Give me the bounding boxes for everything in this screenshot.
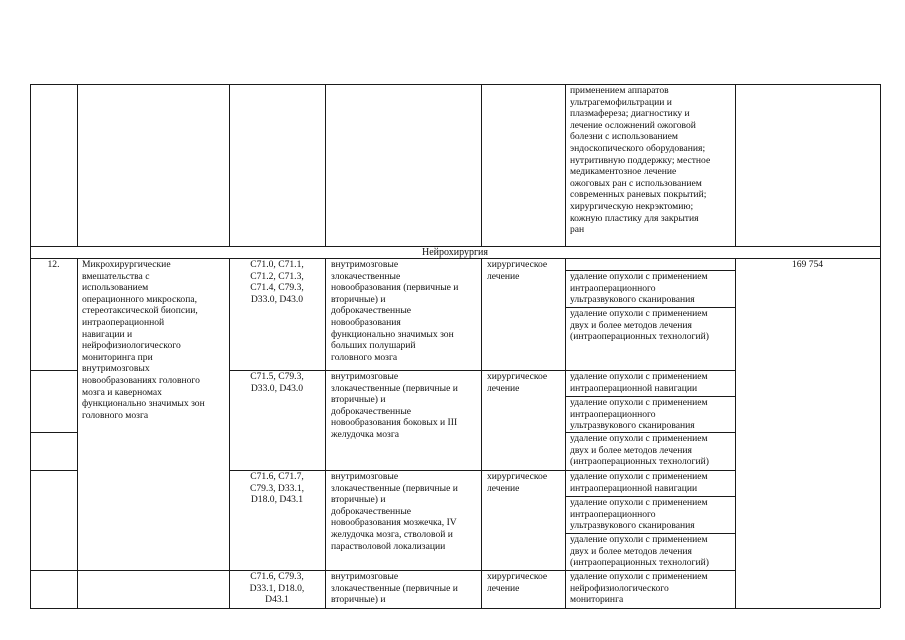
column-border (229, 84, 230, 246)
treatment-type-line: лечение (487, 582, 520, 594)
method-continuation-line: хирургическую некрэктомию; (570, 201, 694, 212)
method-continuation-line: кожную пластику для закрытия (570, 212, 699, 224)
diagnosis-codes-line: C71.5, C79.3, (250, 371, 304, 382)
treatment-method-line: удаление опухоли с применением (570, 371, 708, 382)
patient-model-line: новообразования боковых и III (331, 417, 458, 429)
group-name-line: мозга и каверномах (82, 386, 162, 398)
treatment-method-line: (интраоперационных технологий) (570, 331, 709, 343)
treatment-method-line: удаление опухоли с применением (570, 534, 708, 545)
patient-model-line: вторичные) и (331, 594, 386, 606)
column-border (735, 84, 736, 246)
patient-model-line: новообразования (331, 317, 401, 328)
diagnosis-codes-line: D33.1, D18.0, (249, 582, 305, 594)
number-cell-border (30, 470, 77, 471)
patient-model-line: вторичные) и (331, 394, 386, 406)
diagnosis-codes-line: C71.4, C79.3, (250, 282, 304, 294)
treatment-method-line: удаление опухоли с применением (570, 397, 708, 408)
treatment-method-line: интраоперационной навигации (570, 382, 698, 394)
treatment-method-line: интраоперационного (570, 408, 656, 420)
method-continuation-line: нутритивную поддержку; местное (570, 154, 711, 166)
treatment-method-line: удаление опухоли с применением (570, 433, 708, 444)
treatment-type-line: лечение (487, 382, 520, 394)
treatment-method-line: интраоперационной навигации (570, 482, 698, 494)
patient-model-line: внутримозговые (331, 571, 399, 582)
diagnosis-codes-line: C71.6, C79.3, (250, 571, 304, 582)
diagnosis-codes-line: C71.6, C71.7, (250, 471, 304, 482)
column-border (77, 84, 78, 246)
treatment-method-line: удаление опухоли с применением (570, 308, 708, 319)
number-cell-border (30, 570, 229, 571)
patient-model-line: новообразования мозжечка, IV (331, 517, 457, 529)
number-cell-border (30, 370, 77, 371)
group-number-line: 12. (47, 259, 60, 270)
diagnosis-codes-line: D18.0, D43.1 (250, 494, 304, 506)
method-continuation-line: медикаментозное лечение (570, 166, 677, 178)
group-name-line: головного мозга (82, 409, 149, 421)
treatment-method-line: удаление опухоли с применением (570, 571, 708, 582)
treatment-method-line: двух и более методов лечения (570, 545, 692, 557)
diagnosis-codes-line: D33.0, D43.0 (250, 293, 304, 305)
group-name-line: функционально значимых зон (82, 398, 205, 410)
method-continuation-line: эндоскопического оборудования; (570, 143, 706, 154)
diagnosis-codes-line: C79.3, D33.1, (249, 482, 305, 494)
patient-model-line: желудочка мозга (331, 429, 400, 440)
patient-model-line: головного мозга (331, 351, 398, 363)
patient-model-line: доброкачественные (331, 305, 412, 317)
treatment-method-line: ультразвукового сканирования (570, 520, 695, 532)
method-continuation-line: плазмафереза; диагностику и (570, 108, 690, 120)
patient-model-line: внутримозговые (331, 371, 399, 382)
column-border (77, 258, 78, 608)
group-name-line: стереотаксической биопсии, (82, 305, 198, 317)
patient-model-line: злокачественные (первичные и (331, 482, 458, 494)
treatment-method-line: (интраоперационных технологий) (570, 456, 709, 468)
table-bottom-border (30, 608, 880, 609)
treatment-method-line: двух и более методов лечения (570, 444, 692, 456)
patient-model-line: злокачественные (первичные и (331, 582, 458, 594)
table-side-border (880, 84, 881, 608)
patient-model-line: желудочка мозга, стволовой и (331, 529, 453, 540)
treatment-type-line: хирургическое (487, 471, 548, 482)
treatment-type-line: лечение (487, 270, 520, 282)
group-name-line: внутримозговых (82, 363, 150, 375)
group-name-line: Микрохирургические (82, 259, 171, 270)
table-side-border (30, 84, 31, 608)
group-price-line: 169 754 (791, 259, 824, 270)
column-border (735, 258, 736, 608)
treatment-type-line: хирургическое (487, 371, 548, 382)
method-continuation-line: ультрагемофильтрации и (570, 96, 672, 108)
patient-model-line: злокачественные (331, 270, 401, 282)
method-continuation-line: лечение осложнений ожоговой (570, 119, 696, 131)
method-continuation-line: болезни с использованием (570, 131, 678, 143)
column-border (481, 258, 482, 608)
group-name-line: использованием (82, 282, 149, 294)
method-continuation-line: современных раневых покрытий; (570, 189, 707, 201)
patient-model-line: внутримозговые (331, 471, 399, 482)
group-name-line: интраоперационной (82, 317, 165, 328)
column-border (325, 84, 326, 246)
treatment-method-line: удаление опухоли с применением (570, 497, 708, 508)
patient-model-line: злокачественные (первичные и (331, 382, 458, 394)
diagnosis-codes-line: C71.2, C71.3, (250, 270, 304, 282)
treatment-type-line: хирургическое (487, 571, 548, 582)
patient-model-line: новообразования (первичные и (331, 282, 459, 294)
diagnosis-codes-line: C71.0, C71.1, (250, 259, 304, 270)
column-border (565, 84, 566, 246)
treatment-method-line: ультразвукового сканирования (570, 294, 695, 306)
treatment-method-line: интраоперационного (570, 508, 656, 520)
method-continuation-line: применением аппаратов (570, 85, 669, 96)
treatment-method-line: мониторинга (570, 594, 624, 606)
treatment-method-line: ультразвукового сканирования (570, 420, 695, 432)
treatment-method-line: удаление опухоли с применением (570, 471, 708, 482)
group-name-line: нейрофизиологического (82, 340, 181, 352)
patient-model-line: парастволовой локализации (331, 540, 446, 552)
number-cell-border (30, 432, 77, 433)
diagnosis-codes-line: D33.0, D43.0 (250, 382, 304, 394)
group-name-line: новообразованиях головного (82, 375, 200, 386)
group-name-line: вмешательства с (82, 270, 150, 282)
method-continuation-line: ран (570, 224, 585, 236)
treatment-type-line: хирургическое (487, 259, 548, 270)
treatment-method-line: (интраоперационных технологий) (570, 557, 709, 569)
treatment-type-line: лечение (487, 482, 520, 494)
column-border (325, 258, 326, 608)
section-title: Нейрохирургия (421, 247, 489, 258)
column-border (481, 84, 482, 246)
column-border (565, 258, 566, 608)
patient-model-line: доброкачественные (331, 505, 412, 517)
group-name-line: навигации и (82, 328, 133, 340)
patient-model-line: больших полушарий (331, 340, 416, 352)
method-continuation-line: ожоговых ран с использованием (570, 177, 702, 189)
table-top-border (30, 84, 880, 85)
treatment-method-line: нейрофизиологического (570, 582, 669, 594)
group-name-line: операционного микроскопа, (82, 293, 197, 305)
treatment-method-line: интраоперационного (570, 282, 656, 294)
patient-model-line: вторичные) и (331, 494, 386, 506)
patient-model-line: доброкачественные (331, 405, 412, 417)
patient-model-line: внутримозговые (331, 259, 399, 270)
treatment-method-line: удаление опухоли с применением (570, 271, 708, 282)
group-name-line: мониторинга при (82, 351, 153, 363)
diagnosis-codes-line: D43.1 (265, 594, 289, 606)
patient-model-line: функционально значимых зон (331, 328, 454, 340)
column-border (229, 258, 230, 608)
treatment-method-line: двух и более методов лечения (570, 319, 692, 331)
patient-model-line: вторичные) и (331, 293, 386, 305)
